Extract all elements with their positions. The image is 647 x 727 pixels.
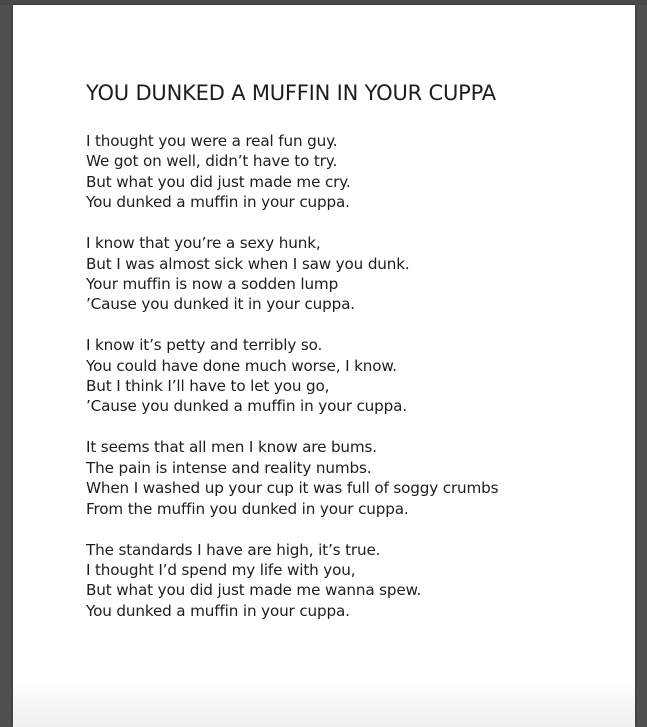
poem-title: YOU DUNKED A MUFFIN IN YOUR CUPPA (86, 81, 496, 105)
stanza-3 (86, 335, 498, 417)
poem-line: When I washed up your cup it was full of soggy crumbs (86, 479, 499, 498)
poem-line: I thought I’d spend my life with you, (86, 560, 356, 579)
poem-line: But what you did just made me cry. (86, 172, 351, 191)
poem-line: I know it’s petty and terribly so. (86, 336, 323, 355)
poem-line: ’Cause you dunked it in your cuppa. (86, 295, 355, 314)
poem-line: The standards I have are high, it’s true. (86, 540, 381, 559)
poem-line: I thought you were a real fun guy. (86, 132, 338, 150)
poem-line: We got on well, didn’t have to try. (86, 152, 338, 171)
stanza-4 (86, 437, 498, 519)
poem-line: But what you did just made me wanna spew. (86, 581, 422, 600)
poem-line: It seems that all men I know are bums. (86, 438, 377, 457)
stanza-1 (86, 131, 498, 213)
poem-line: But I was almost sick when I saw you dunk. (86, 254, 410, 273)
poem-line: You dunked a muffin in your cuppa. (86, 193, 350, 212)
poem-line: The pain is intense and reality numbs. (86, 458, 372, 477)
poem-line: You could have done much worse, I know. (86, 356, 397, 375)
poem-line: From the muffin you dunked in your cuppa. (86, 499, 409, 518)
page-bottom-shading (13, 677, 635, 727)
poem-body (86, 131, 498, 642)
poem-line: But I think I’ll have to let you go, (86, 377, 330, 396)
poem-line: I know that you’re a sexy hunk, (86, 234, 321, 253)
document-page[interactable] (13, 5, 635, 727)
poem-line: ’Cause you dunked a muffin in your cuppa. (86, 397, 407, 416)
poem-line: Your muffin is now a sodden lump (86, 274, 339, 293)
stanza-5 (86, 540, 498, 622)
poem-line: You dunked a muffin in your cuppa. (86, 601, 350, 620)
stanza-2 (86, 233, 498, 315)
